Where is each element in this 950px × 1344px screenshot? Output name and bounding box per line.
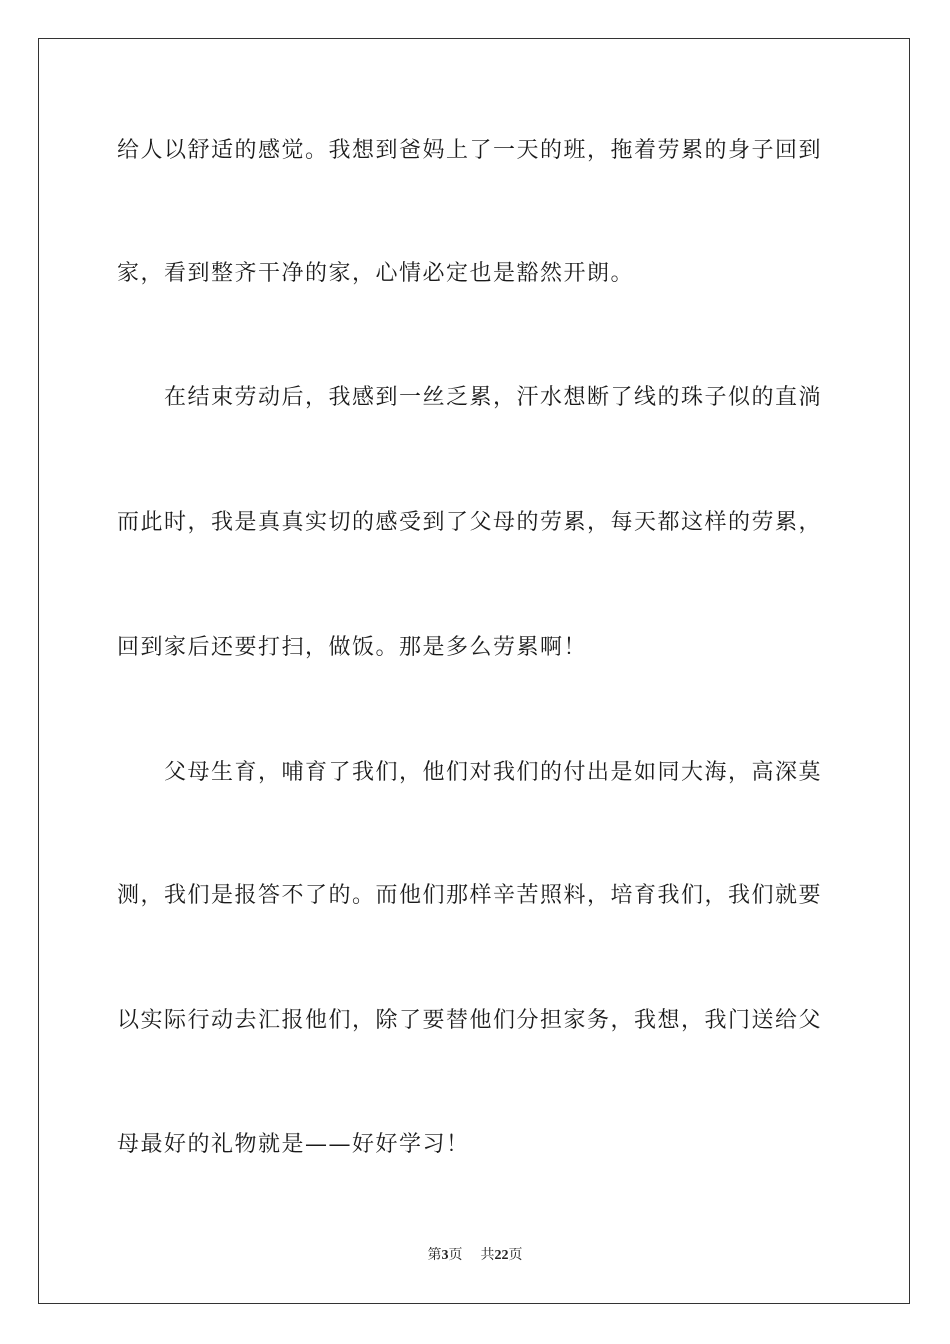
text-line-8: 以实际行动去汇报他们，除了要替他们分担家务，我想，我门送给父 — [117, 1008, 823, 1033]
text-line-4: 而此时，我是真真实切的感受到了父母的劳累，每天都这样的劳累， — [117, 510, 823, 535]
text-line-5: 回到家后还要打扫，做饭。那是多么劳累啊！ — [117, 635, 588, 660]
page-suffix: 页 — [448, 1248, 463, 1263]
page-number: 3 — [441, 1248, 449, 1263]
text-line-6: 父母生育，哺育了我们，他们对我们的付出是如同大海，高深莫 — [117, 760, 823, 785]
total-prefix: 共 — [480, 1248, 495, 1263]
text-line-1: 给人以舒适的感觉。我想到爸妈上了一天的班，拖着劳累的身子回到 — [117, 138, 823, 163]
text-line-2: 家，看到整齐干净的家，心情必定也是豁然开朗。 — [117, 261, 635, 286]
text-line-9: 母最好的礼物就是——好好学习！ — [117, 1132, 470, 1157]
page-footer — [0, 1247, 950, 1265]
text-line-7: 测，我们是报答不了的。而他们那样辛苦照料，培育我们，我们就要 — [117, 883, 823, 908]
page-prefix: 第 — [427, 1248, 442, 1263]
total-suffix: 页 — [508, 1248, 523, 1263]
total-pages: 22 — [494, 1248, 509, 1263]
text-line-3: 在结束劳动后，我感到一丝乏累，汗水想断了线的珠子似的直淌 — [117, 385, 823, 410]
page-border — [38, 38, 910, 1304]
